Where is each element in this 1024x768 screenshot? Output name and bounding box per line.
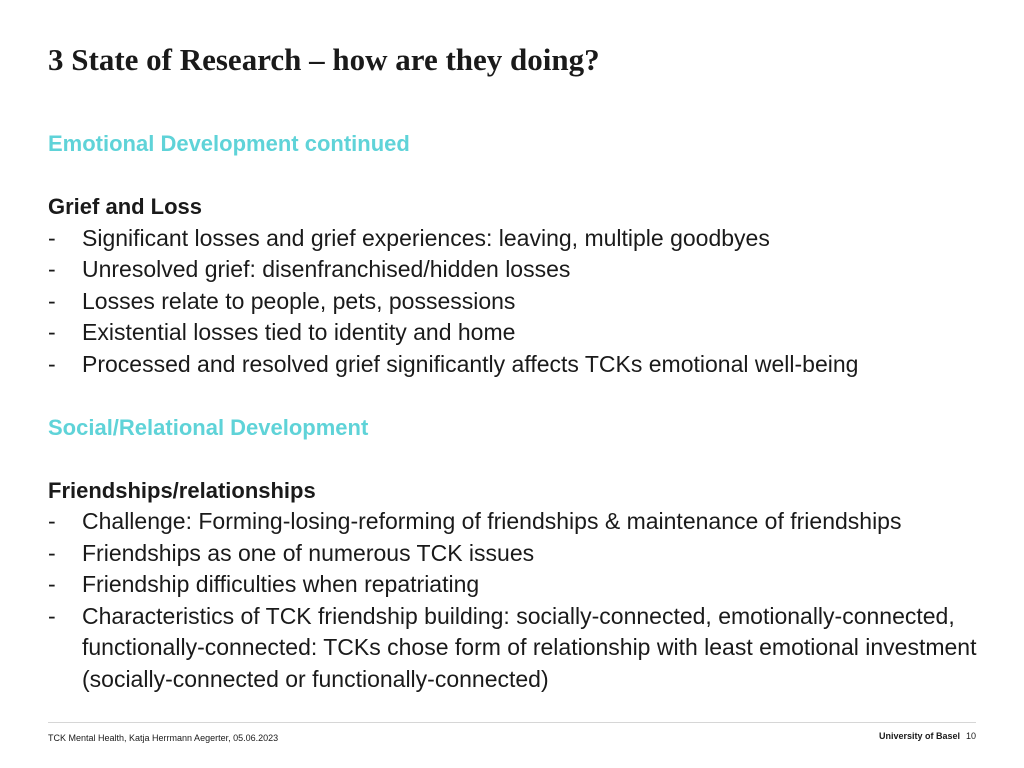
list-item bbox=[48, 601, 978, 696]
bullet-marker: - bbox=[48, 508, 56, 534]
bullet-marker: - bbox=[48, 256, 56, 282]
page-number: 10 bbox=[965, 731, 976, 741]
bullet-marker: - bbox=[48, 539, 56, 566]
bullet-marker: - bbox=[48, 602, 56, 629]
spacer bbox=[48, 443, 978, 475]
bullet-list-grief bbox=[48, 223, 978, 381]
bullet-text: Processed and resolved grief significantly affects TCKs emotional well-being bbox=[82, 350, 859, 377]
bullet-text: Existential losses tied to identity and home bbox=[82, 319, 516, 345]
bullet-marker: - bbox=[48, 287, 56, 314]
bullet-text: Friendship difficulties when repatriating bbox=[82, 571, 480, 597]
subheading-grief-loss: Grief and Loss bbox=[48, 194, 203, 219]
bullet-list-friendships bbox=[48, 506, 978, 695]
bullet-text: Characteristics of TCK friendship building: socially-connected, emotionally-connected, functionally-connected: TCKs chose form of relationship with least emotional investment (socially-connected or functionally-connected) bbox=[82, 602, 977, 692]
bullet-marker: - bbox=[48, 319, 56, 345]
list-item bbox=[48, 286, 978, 318]
list-item bbox=[48, 538, 978, 570]
subheading-friendships: Friendships/relationships bbox=[48, 477, 316, 503]
list-item bbox=[48, 317, 978, 349]
section-heading-social: Social/Relational Development bbox=[48, 414, 369, 440]
spacer bbox=[48, 160, 978, 192]
footer-citation: TCK Mental Health, Katja Herrmann Aegerter, 05.06.2023 bbox=[48, 733, 279, 743]
bullet-text: Challenge: Forming-losing-reforming of friendships & maintenance of friendships bbox=[82, 508, 902, 534]
slide-title: 3 State of Research – how are they doing? bbox=[48, 42, 600, 77]
spacer bbox=[48, 380, 978, 412]
footer-right bbox=[879, 731, 976, 741]
list-item bbox=[48, 569, 978, 601]
list-item bbox=[48, 349, 978, 381]
list-item bbox=[48, 254, 978, 286]
footer-divider bbox=[48, 722, 976, 723]
bullet-marker: - bbox=[48, 224, 56, 251]
bullet-text: Losses relate to people, pets, possessions bbox=[82, 287, 516, 314]
bullet-text: Significant losses and grief experiences: leaving, multiple goodbyes bbox=[82, 224, 770, 251]
bullet-marker: - bbox=[48, 350, 56, 377]
bullet-text: Friendships as one of numerous TCK issues bbox=[82, 539, 535, 566]
bullet-text: Unresolved grief: disenfranchised/hidden losses bbox=[82, 256, 571, 282]
bullet-marker: - bbox=[48, 571, 56, 597]
list-item bbox=[48, 506, 978, 538]
slide-content bbox=[48, 128, 978, 695]
list-item bbox=[48, 223, 978, 255]
section-heading-emotional: Emotional Development continued bbox=[48, 131, 410, 156]
institution-name: University of Basel bbox=[878, 731, 960, 741]
